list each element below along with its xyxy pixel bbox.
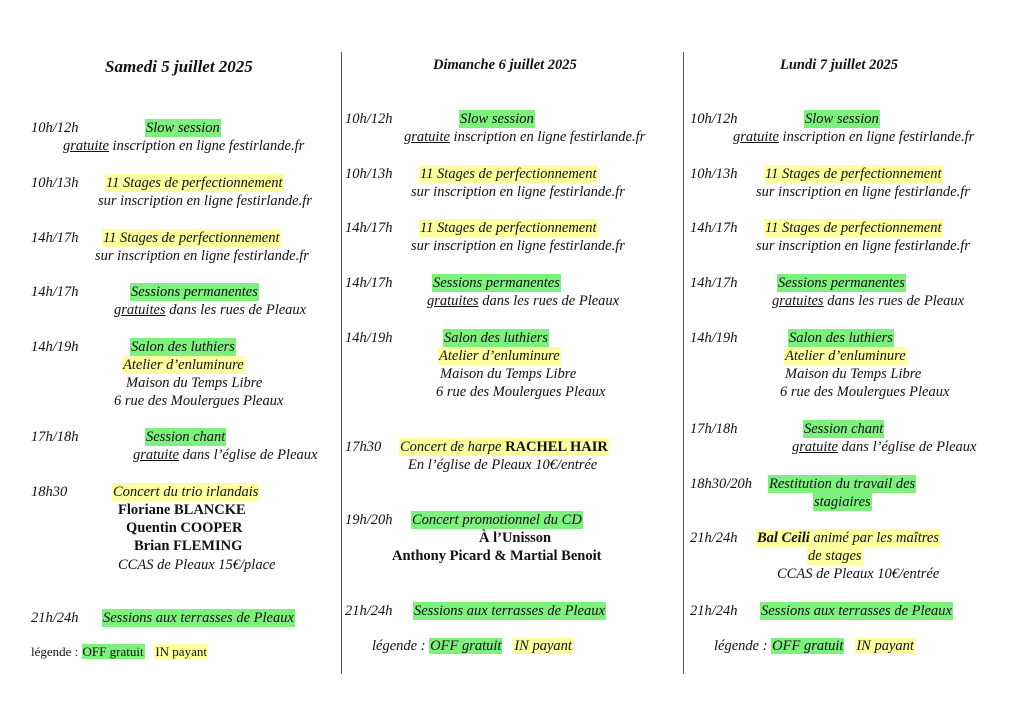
event-label-2: de stages xyxy=(808,548,862,564)
day-title-sunday: Dimanche 6 juillet 2025 xyxy=(433,57,577,73)
event-label: 11 Stages de perfectionnement xyxy=(765,220,942,236)
event-time: 10h/12h xyxy=(345,111,393,127)
event-label xyxy=(399,438,609,456)
event-detail-2: Anthony Picard & Martial Benoit xyxy=(392,548,602,564)
event-label: Sessions aux terrasses de Pleaux xyxy=(761,603,952,619)
legend xyxy=(372,637,573,655)
event-label-2: stagiaires xyxy=(814,494,871,510)
event-time: 17h/18h xyxy=(690,421,738,437)
event-label: Sessions aux terrasses de Pleaux xyxy=(103,610,294,626)
event-label-text: animé par les maîtres xyxy=(809,530,939,546)
free-underline: gratuite xyxy=(733,129,779,145)
event-detail: CCAS de Pleaux 15€/place xyxy=(118,557,276,573)
event-time: 17h30 xyxy=(345,439,382,455)
event-detail: sur inscription en ligne festirlande.fr xyxy=(411,184,625,200)
legend xyxy=(31,643,208,661)
event-detail: sur inscription en ligne festirlande.fr xyxy=(98,193,312,209)
event-time: 14h/19h xyxy=(31,339,79,355)
event-detail: Maison du Temps Libre xyxy=(785,366,922,382)
event-detail-text: dans l’église de Pleaux xyxy=(837,439,977,455)
event-detail: Maison du Temps Libre xyxy=(126,375,263,391)
artist-name: Quentin COOPER xyxy=(126,520,243,536)
event-label: Slow session xyxy=(146,120,220,136)
event-detail-text: dans les rues de Pleaux xyxy=(165,302,307,318)
legend-prefix: légende : xyxy=(372,638,430,654)
legend-in-paid: IN payant xyxy=(856,638,914,654)
event-detail: En l’église de Pleaux 10€/entrée xyxy=(408,457,598,473)
event-detail xyxy=(133,446,317,464)
event-label: 11 Stages de perfectionnement xyxy=(420,220,597,236)
event-detail: sur inscription en ligne festirlande.fr xyxy=(411,238,625,254)
day-title-monday: Lundi 7 juillet 2025 xyxy=(780,57,899,73)
artist-name: Brian FLEMING xyxy=(134,538,243,554)
event-label: Concert du trio irlandais xyxy=(113,484,259,500)
event-detail: sur inscription en ligne festirlande.fr xyxy=(756,238,970,254)
event-label: Restitution du travail des xyxy=(769,476,916,492)
event-label: 11 Stages de perfectionnement xyxy=(420,166,597,182)
event-detail: À l’Unisson xyxy=(479,530,552,546)
free-underline: gratuite xyxy=(404,129,450,145)
event-detail: CCAS de Pleaux 10€/entrée xyxy=(777,566,940,582)
event-detail: Maison du Temps Libre xyxy=(440,366,577,382)
event-label: Salon des luthiers xyxy=(444,330,548,346)
event-time: 10h/13h xyxy=(31,175,79,191)
legend-off-free: OFF gratuit xyxy=(772,638,844,654)
legend-in-paid: IN payant xyxy=(514,638,572,654)
event-label-text: Concert de harpe xyxy=(400,439,506,455)
event-detail-text: dans les rues de Pleaux xyxy=(478,293,620,309)
event-label-2: Atelier d’enluminure xyxy=(785,348,906,364)
event-time: 14h/17h xyxy=(690,220,738,236)
event-time: 18h30/20h xyxy=(690,476,753,492)
event-label: Session chant xyxy=(804,421,884,437)
legend-prefix: légende : xyxy=(31,644,82,659)
legend xyxy=(714,637,915,655)
event-detail-text: inscription en ligne festirlande.fr xyxy=(449,129,646,145)
event-label-2: Atelier d’enluminure xyxy=(439,348,560,364)
event-label: 11 Stages de perfectionnement xyxy=(103,230,280,246)
legend-prefix: légende : xyxy=(714,638,772,654)
legend-off-free: OFF gratuit xyxy=(430,638,502,654)
free-underline: gratuite xyxy=(133,447,179,463)
event-time: 14h/17h xyxy=(690,275,738,291)
event-detail xyxy=(404,128,645,146)
column-divider-2 xyxy=(683,52,684,674)
event-time: 14h/19h xyxy=(690,330,738,346)
artist-name: RACHEL HAIR xyxy=(505,439,608,455)
event-time: 21h/24h xyxy=(345,603,393,619)
event-time: 14h/17h xyxy=(345,275,393,291)
event-label: 11 Stages de perfectionnement xyxy=(765,166,942,182)
event-detail xyxy=(427,292,619,310)
event-time: 10h/13h xyxy=(690,166,738,182)
event-detail-text: dans les rues de Pleaux xyxy=(823,293,965,309)
event-detail: sur inscription en ligne festirlande.fr xyxy=(95,248,309,264)
event-label xyxy=(756,529,940,547)
free-underline: gratuites xyxy=(427,293,479,309)
event-time: 21h/24h xyxy=(690,603,738,619)
free-underline: gratuite xyxy=(792,439,838,455)
event-label: Sessions permanentes xyxy=(131,284,258,300)
event-time: 14h/17h xyxy=(31,230,79,246)
event-label: Sessions permanentes xyxy=(433,275,560,291)
event-label-bold: Bal Ceili xyxy=(757,530,810,546)
legend-off-free: OFF gratuit xyxy=(82,644,144,659)
event-time: 14h/19h xyxy=(345,330,393,346)
event-label: Slow session xyxy=(460,111,534,127)
event-detail-text: inscription en ligne festirlande.fr xyxy=(108,138,305,154)
event-time: 17h/18h xyxy=(31,429,79,445)
event-label: Concert promotionnel du CD xyxy=(412,512,582,528)
event-detail-text: inscription en ligne festirlande.fr xyxy=(778,129,975,145)
event-label: Salon des luthiers xyxy=(789,330,893,346)
event-label-2: Atelier d’enluminure xyxy=(123,357,244,373)
artist-name: Floriane BLANCKE xyxy=(118,502,246,518)
event-label: Slow session xyxy=(805,111,879,127)
event-detail-2: 6 rue des Moulergues Pleaux xyxy=(780,384,950,400)
event-label: Sessions aux terrasses de Pleaux xyxy=(414,603,605,619)
event-detail-2: 6 rue des Moulergues Pleaux xyxy=(114,393,284,409)
free-underline: gratuite xyxy=(63,138,109,154)
legend-in-paid: IN payant xyxy=(155,644,207,659)
event-detail-text: dans l’église de Pleaux xyxy=(178,447,318,463)
event-detail xyxy=(114,301,306,319)
event-time: 10h/12h xyxy=(31,120,79,136)
event-detail xyxy=(772,292,964,310)
day-title-saturday: Samedi 5 juillet 2025 xyxy=(105,57,253,76)
event-time: 19h/20h xyxy=(345,512,393,528)
event-time: 10h/12h xyxy=(690,111,738,127)
event-time: 10h/13h xyxy=(345,166,393,182)
event-time: 18h30 xyxy=(31,484,68,500)
event-detail-2: 6 rue des Moulergues Pleaux xyxy=(436,384,606,400)
event-label: Salon des luthiers xyxy=(131,339,235,355)
event-time: 14h/17h xyxy=(345,220,393,236)
event-label: 11 Stages de perfectionnement xyxy=(106,175,283,191)
column-divider-1 xyxy=(341,52,342,674)
event-time: 14h/17h xyxy=(31,284,79,300)
event-detail xyxy=(733,128,974,146)
free-underline: gratuites xyxy=(114,302,166,318)
free-underline: gratuites xyxy=(772,293,824,309)
event-detail xyxy=(63,137,304,155)
event-detail xyxy=(792,438,976,456)
event-time: 21h/24h xyxy=(690,530,738,546)
event-detail: sur inscription en ligne festirlande.fr xyxy=(756,184,970,200)
event-time: 21h/24h xyxy=(31,610,79,626)
event-label: Sessions permanentes xyxy=(778,275,905,291)
event-label: Session chant xyxy=(146,429,226,445)
